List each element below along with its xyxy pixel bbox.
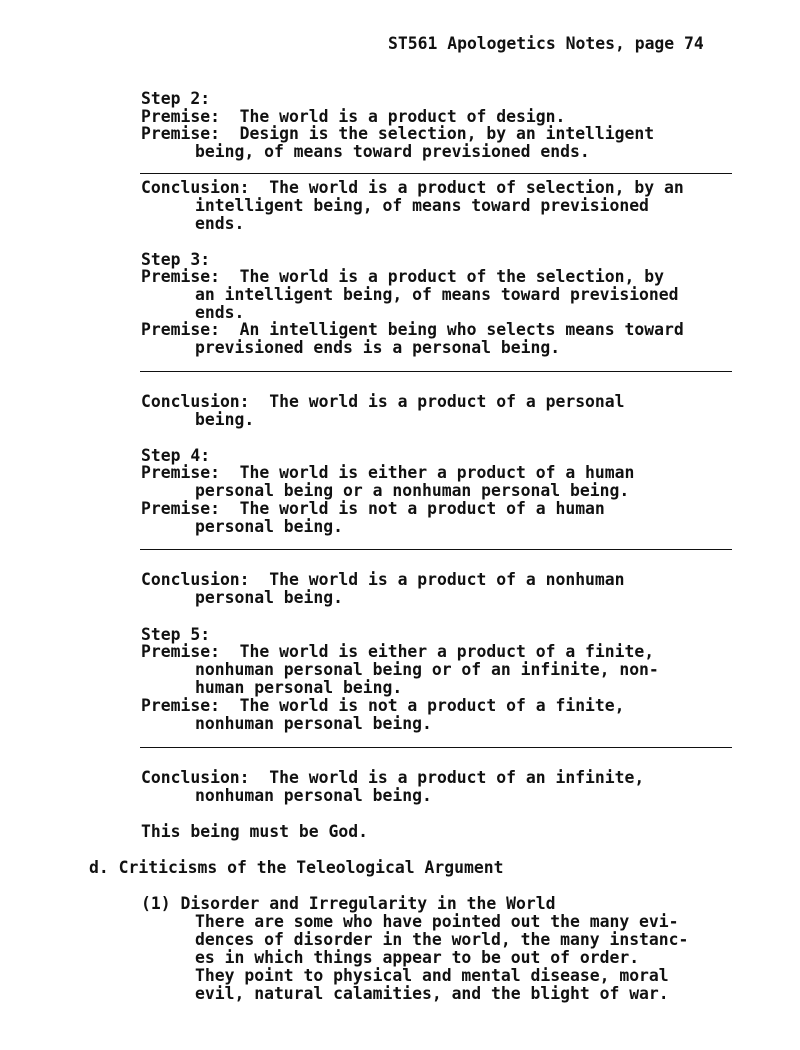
step-5-conclusion-rule [140,747,732,748]
step-4-premise-2-line-1: Premise: The world is not a product of a human [141,499,605,518]
step-2-premise-2-line-2: being, of means toward previsioned ends. [195,142,590,161]
step-4-conclusion-rule [140,549,732,550]
subsection-1-line-2: dences of disorder in the world, the many instanc- [195,930,689,949]
step-2-label: Step 2: [141,89,211,108]
step-5-premise-1-line-3: human personal being. [195,678,403,697]
subsection-1-line-5: evil, natural calamities, and the blight of war. [195,984,669,1003]
subsection-1-line-4: They point to physical and mental disease, moral [195,966,669,985]
subsection-1-line-1: There are some who have pointed out the many evi- [195,912,679,931]
step-2-conclusion-rule [140,173,732,174]
step-3-premise-1-line-1: Premise: The world is a product of the selection, by [141,267,665,286]
step-5-premise-2-line-2: nonhuman personal being. [195,714,432,733]
running-header: ST561 Apologetics Notes, page 74 [388,34,704,53]
step-4-conclusion-line-1: Conclusion: The world is a product of a nonhuman [141,570,625,589]
step-3-premise-2-line-1: Premise: An intelligent being who selects means toward [141,320,684,339]
closing-statement: This being must be God. [141,822,368,841]
step-3-conclusion-rule [140,371,732,372]
step-5-conclusion-line-2: nonhuman personal being. [195,786,432,805]
step-4-conclusion-line-2: personal being. [195,588,344,607]
step-5-label: Step 5: [141,625,211,644]
section-d-heading: d. Criticisms of the Teleological Argument [89,858,504,877]
step-2-premise-2-line-1: Premise: Design is the selection, by an intelligent [141,124,655,143]
step-4-premise-1-line-2: personal being or a nonhuman personal being. [195,481,630,500]
step-5-premise-2-line-1: Premise: The world is not a product of a finite, [141,696,625,715]
step-5-premise-1-line-1: Premise: The world is either a product of a finite, [141,642,655,661]
step-4-label: Step 4: [141,446,211,465]
step-3-label: Step 3: [141,250,211,269]
step-5-conclusion-line-1: Conclusion: The world is a product of an infinite, [141,768,645,787]
step-5-premise-1-line-2: nonhuman personal being or of an infinite, non- [195,660,659,679]
step-2-premise-1: Premise: The world is a product of design. [141,107,566,126]
subsection-1-line-3: es in which things appear to be out of order. [195,948,640,967]
step-4-premise-1-line-1: Premise: The world is either a product of a human [141,463,635,482]
step-2-conclusion-line-1: Conclusion: The world is a product of selection, by an [141,178,684,197]
step-4-premise-2-line-2: personal being. [195,517,344,536]
step-3-conclusion-line-2: being. [195,410,255,429]
step-2-conclusion-line-2: intelligent being, of means toward previsioned [195,196,649,215]
subsection-1-heading: (1) Disorder and Irregularity in the World [141,894,556,913]
step-3-premise-2-line-2: previsioned ends is a personal being. [195,338,561,357]
step-3-premise-1-line-3: ends. [195,303,245,322]
step-2-conclusion-line-3: ends. [195,214,245,233]
step-3-premise-1-line-2: an intelligent being, of means toward previsioned [195,285,679,304]
step-3-conclusion-line-1: Conclusion: The world is a product of a personal [141,392,625,411]
